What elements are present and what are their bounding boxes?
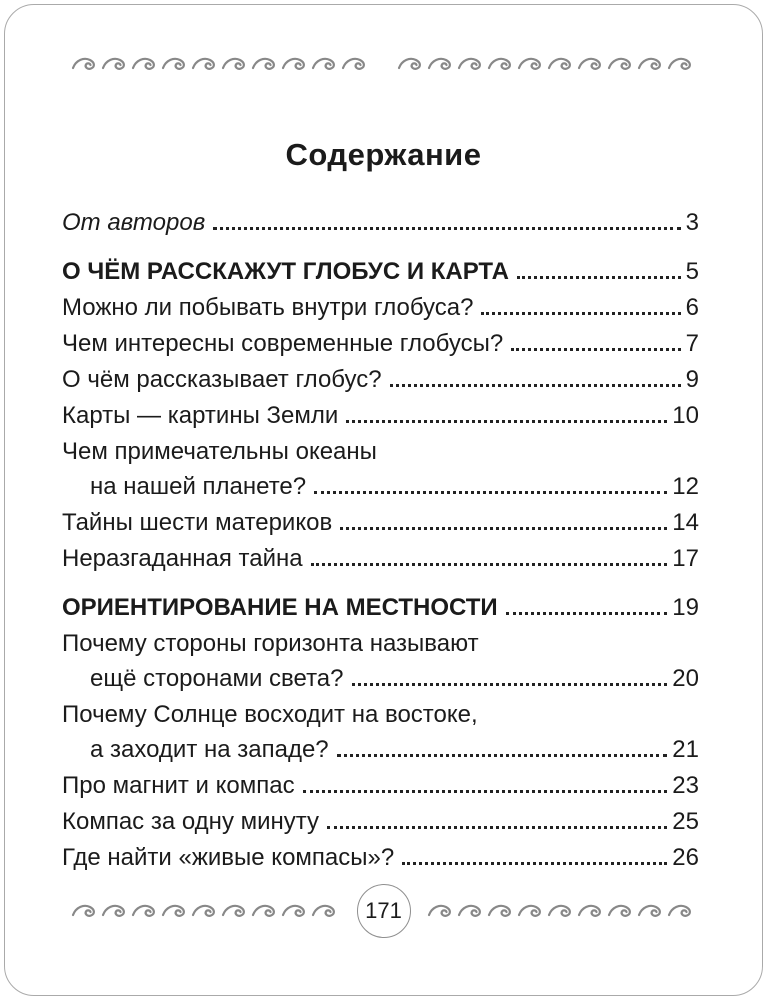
toc-entry-page: 12 bbox=[672, 473, 699, 500]
wave-curl-icon bbox=[427, 902, 697, 920]
toc-entry-page: 20 bbox=[672, 665, 699, 692]
toc-entry-text: ОРИЕНТИРОВАНИЕ НА МЕСТНОСТИ bbox=[62, 594, 498, 621]
toc-entry-page: 19 bbox=[672, 594, 699, 621]
toc-entry-text: Карты — картины Земли bbox=[62, 402, 339, 429]
toc-entry-text: Чем примечательны океаны bbox=[62, 438, 377, 465]
toc-entry-page: 10 bbox=[672, 402, 699, 429]
toc-entry-page: 9 bbox=[685, 366, 699, 393]
toc-entry-text: Тайны шести материков bbox=[62, 509, 333, 536]
page-title: Содержание bbox=[285, 137, 482, 172]
toc-entry-page: 25 bbox=[672, 808, 699, 835]
toc-entry-text: Можно ли побывать внутри глобуса? bbox=[62, 294, 474, 321]
toc-entry-text: От авторов bbox=[62, 209, 206, 236]
toc-entry-text: Почему стороны горизонта называют bbox=[62, 630, 479, 657]
toc-entry-text: на нашей планете? bbox=[90, 473, 307, 500]
toc-entry-text: Почему Солнце восходит на востоке, bbox=[62, 701, 478, 728]
toc-entry-text: Где найти «живые компасы»? bbox=[62, 844, 395, 871]
page-number-badge bbox=[357, 884, 411, 938]
toc-entry-text: Чем интересны современные глобусы? bbox=[62, 330, 504, 357]
toc-entry-page: 5 bbox=[685, 258, 699, 285]
toc-entry-text: О ЧЁМ РАССКАЖУТ ГЛОБУС И КАРТА bbox=[62, 258, 509, 285]
wave-curl-icon bbox=[71, 902, 341, 920]
toc-entry-page: 21 bbox=[672, 736, 699, 763]
toc-entry-text: Неразгаданная тайна bbox=[62, 545, 303, 572]
toc-entry-page: 6 bbox=[685, 294, 699, 321]
page-footer bbox=[0, 884, 767, 938]
page-border bbox=[4, 4, 763, 996]
toc-entry-page: 3 bbox=[685, 209, 699, 236]
page-number: 171 bbox=[365, 898, 402, 923]
toc-entry-text: О чём рассказывает глобус? bbox=[62, 366, 382, 393]
toc-entry-text: а заходит на западе? bbox=[90, 736, 329, 763]
toc-entry-page: 17 bbox=[672, 545, 699, 572]
toc-entry-page: 14 bbox=[672, 509, 699, 536]
toc-entry-page: 7 bbox=[685, 330, 699, 357]
toc-entry-text: Компас за одну минуту bbox=[62, 808, 320, 835]
toc-entry-text: Про магнит и компас bbox=[62, 772, 295, 799]
toc-entry-page: 26 bbox=[672, 844, 699, 871]
toc-entry-text: ещё сторонами света? bbox=[90, 665, 344, 692]
toc-entry-page: 23 bbox=[672, 772, 699, 799]
